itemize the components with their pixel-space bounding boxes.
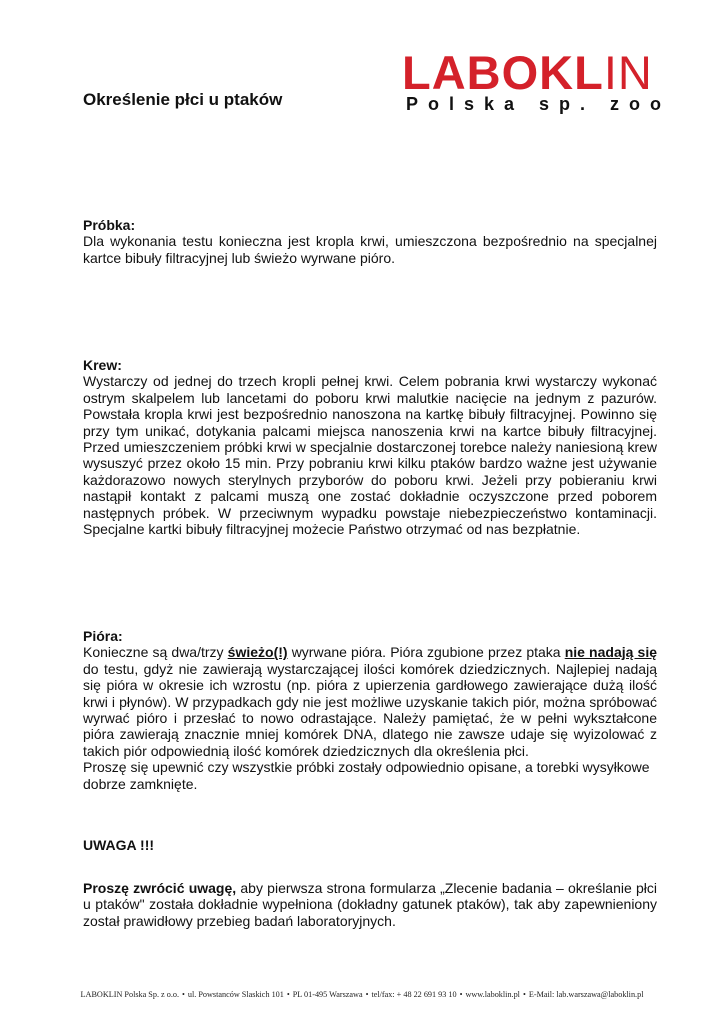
piora-text-3: do testu, gdyż nie zawierają wystarczającej ilości komórek dziedzicznych. Najlepiej nadają się pióra w okresie ich wzrostu (np. pióra z upierzenia gardłowego zawierające dużą ilość krwi i płynów). W przypadkach gdy nie jest możliwe uzyskanie takich piór, można spróbować wyrwać pióro i przesłać to nowo odrastające. Należy pamiętać, że w pełni wykształcone pióra zawierają znacznie mniej komórek DNA, dlatego nie zawsze udaje się wyizolować z takich piór odpowiednią ilość komórek dziedzicznych dla określenia płci. (83, 660, 657, 759)
warning-heading: UWAGA !!! (83, 837, 155, 853)
section-krew (83, 357, 657, 537)
section-uwaga (83, 837, 657, 853)
notice-lead: Proszę zwrócić uwagę, (83, 880, 237, 896)
footer-email-link[interactable]: E-Mail: lab.warszawa@laboklin.pl (528, 990, 644, 999)
company-logo (402, 46, 672, 115)
logo-wordmark (402, 46, 660, 99)
section-heading-krew: Krew: (83, 357, 122, 373)
section-body-krew-text: Wystarczy od jednej do trzech kropli pełnej krwi. Celem pobrania krwi wystarczy wykonać ostrym skalpelem lub lancetami do poboru krwi malutkie nacięcie na jednym z pazurów. Powstała kropla krwi jest bezpośrednio nanoszona na kartkę bibuły filtracyjnej. Powinno się przy tym unikać, dotykania palcami miejsca nanoszenia krwi na kartce bibuły filtracyjnej. Przed umieszczeniem próbki krwi w specjalnie dostarczonej torebce należy naniesioną krew wysuszyć przez około 15 min. Przy pobraniu krwi kilku ptaków bardzo ważne jest używanie każdorazowo nowych sterylnych przyborów do poboru krwi. Jeżeli przy pobieraniu krwi nastąpił kontakt z palcami muszą one zostać dokładnie oczyszczone przed poborem następnych próbek. W przeciwnym wypadku powstaje niebezpieczeństwo kontaminacji. Specjalne kartki bibuły filtracyjnej możecie Państwo otrzymać od nas bezpłatnie. (83, 373, 657, 538)
piora-emphasis-not-suitable: nie nadają się (564, 644, 657, 661)
section-notice (83, 880, 657, 929)
logo-wordmark-thin: IN (603, 46, 653, 99)
section-piora (83, 628, 657, 792)
notice-text: aby pierwsza strona formularza „Zlecenie badania – określanie płci u ptaków" została dokładnie wypełniona (dokładny gatunek ptaków), tak aby zapewnieniony został prawidłowy przebieg badań laboratoryjnych. (83, 880, 657, 929)
footer-address: ul. Powstanców Slaskich 101 (187, 990, 284, 999)
section-heading-piora: Pióra: (83, 628, 123, 644)
logo-subtitle: Polska sp. zoo (406, 94, 672, 114)
notice-body (83, 880, 657, 929)
page-title: Określenie płci u ptaków (83, 90, 283, 109)
piora-text-2: wyrwane pióra. Pióra zgubione przez ptaka (287, 644, 565, 661)
logo-wordmark-bold: LABOKL (402, 46, 604, 99)
footer-company: LABOKLIN Polska Sp. z o.o. (80, 990, 180, 999)
section-heading-probka: Próbka: (83, 217, 136, 233)
section-body-piora (83, 644, 657, 759)
footer-separator: • (365, 990, 369, 999)
section-closing-piora: Proszę się upewnić czy wszystkie próbki zostały odpowiednio opisane, a torebki wysyłkowe dobrze zamknięte. (83, 759, 650, 792)
footer-separator: • (286, 990, 290, 999)
footer-separator: • (182, 990, 185, 999)
footer-separator: • (522, 990, 526, 999)
piora-emphasis-fresh: świeżo(!) (227, 644, 288, 661)
section-body-krew (83, 373, 657, 537)
section-body-probka: Dla wykonania testu konieczna jest kropla krwi, umieszczona bezpośrednio na specjalnej kartce bibuły filtracyjnej lub świeżo wyrwane pióro. (83, 233, 657, 266)
page-footer (0, 990, 724, 999)
footer-city: PL 01-495 Warszawa (292, 990, 363, 999)
footer-website-link[interactable]: www.laboklin.pl (465, 990, 520, 999)
piora-text-1: Konieczne są dwa/trzy (83, 644, 228, 661)
footer-separator: • (459, 990, 463, 999)
section-probka (83, 217, 657, 266)
footer-phone: tel/fax: + 48 22 691 93 10 (371, 990, 457, 999)
